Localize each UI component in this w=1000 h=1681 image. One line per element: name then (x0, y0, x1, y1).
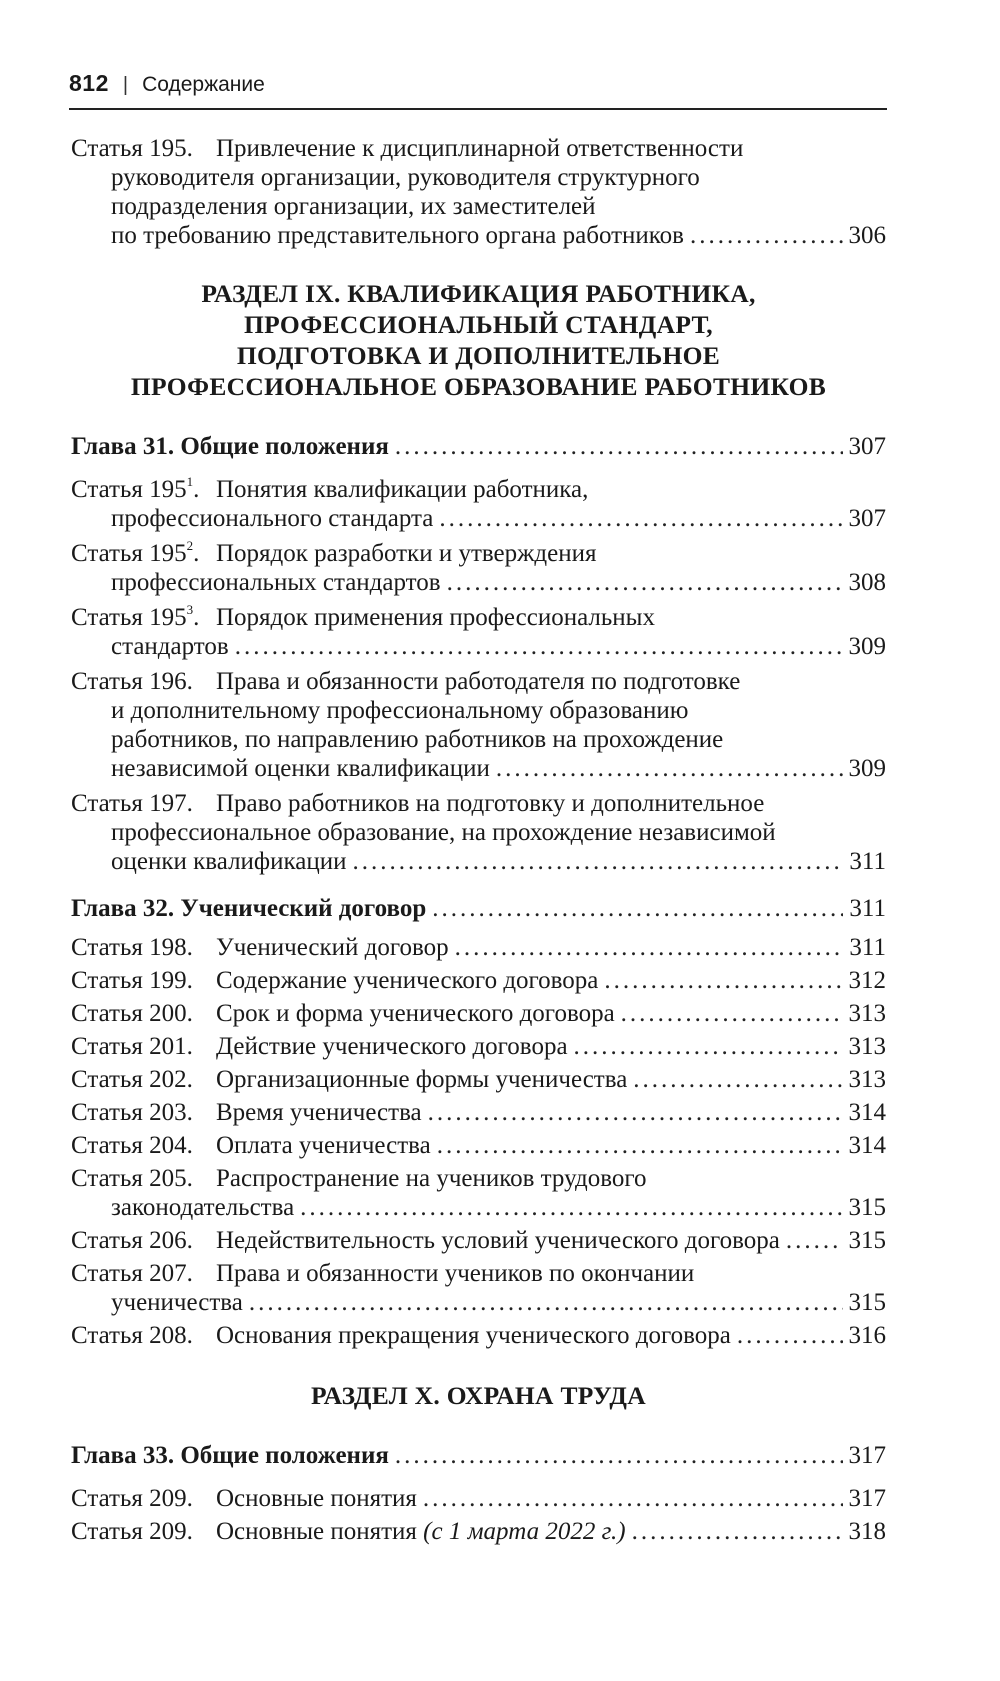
toc-entry-article-195-2[interactable] (71, 539, 886, 568)
page-ref: 317 (848, 1485, 886, 1512)
entry-line: Содержание ученического договора (216, 967, 599, 994)
entry-text (216, 667, 886, 696)
toc-entry-article-208[interactable] (71, 1321, 886, 1350)
entry-line (216, 1517, 626, 1546)
leader-dots (447, 568, 843, 597)
toc-entry-article-198[interactable] (71, 933, 886, 962)
page-number: 812 (69, 70, 109, 96)
toc-entry-article-207[interactable] (71, 1259, 886, 1288)
leader-dots (432, 894, 843, 923)
entry-last-line (71, 1441, 886, 1470)
leader-dots (428, 1098, 843, 1127)
section-heading-line: ПРОФЕССИОНАЛЬНОЕ ОБРАЗОВАНИЕ РАБОТНИКОВ (130, 372, 827, 401)
leader-dots (632, 1517, 843, 1546)
page-ref: 306 (848, 222, 886, 249)
article-197-continuation (111, 818, 886, 876)
leader-dots (437, 1131, 843, 1160)
leader-dots (353, 847, 844, 876)
entry-last-line (216, 1032, 886, 1061)
article-195-3-continuation (111, 632, 886, 661)
page-ref: 307 (848, 433, 886, 460)
entry-last-line (216, 1517, 886, 1546)
page-ref: 308 (848, 569, 886, 596)
page-ref: 316 (848, 1322, 886, 1349)
entry-line: Права и обязанности работодателя по подготовке (216, 668, 741, 695)
page-ref: 307 (848, 505, 886, 532)
toc-entry-article-195-1[interactable] (71, 475, 886, 504)
entry-text (216, 1164, 886, 1193)
entry-line: независимой оценки квалификации (111, 755, 490, 782)
leader-dots (737, 1321, 843, 1350)
entry-last-line (111, 632, 886, 661)
toc-entry-article-195-3[interactable] (71, 603, 886, 632)
entry-text (216, 134, 886, 163)
leader-dots (690, 221, 843, 250)
entry-line: Организационные формы ученичества (216, 1066, 628, 1093)
entry-line: профессиональное образование, на прохождение независимой (111, 819, 776, 846)
toc-entry-chapter-33[interactable] (71, 1441, 886, 1470)
entry-line: Право работников на подготовку и дополнительное (216, 790, 765, 817)
leader-dots (439, 504, 842, 533)
entry-text (216, 603, 886, 632)
entry-line: подразделения организации, их заместителей (111, 193, 596, 220)
entry-line: Порядок применения профессиональных (216, 604, 655, 631)
entry-last-line (216, 1098, 886, 1127)
chapter-title: Глава 33. Общие положения (71, 1442, 389, 1469)
toc-entry-article-199[interactable] (71, 966, 886, 995)
entry-label: Статья 197. (71, 790, 193, 817)
toc-entry-article-202[interactable] (71, 1065, 886, 1094)
entry-label: Статья 205. (71, 1165, 193, 1192)
entry-text-plain: Основные понятия (216, 1518, 417, 1545)
leader-dots (423, 1484, 843, 1513)
entry-line: Права и обязанности учеников по окончании (216, 1260, 695, 1287)
entry-line: профессиональных стандартов (111, 569, 441, 596)
entry-line: Срок и форма ученического договора (216, 1000, 615, 1027)
entry-text (216, 475, 886, 504)
article-195-2-continuation (111, 568, 886, 597)
entry-line: Действие ученического договора (216, 1033, 568, 1060)
section-heading-line: РАЗДЕЛ X. ОХРАНА ТРУДА (310, 1381, 646, 1410)
toc-entry-chapter-31[interactable] (71, 432, 886, 461)
leader-dots (235, 632, 843, 661)
section-heading-line: ПОДГОТОВКА И ДОПОЛНИТЕЛЬНОЕ (236, 341, 721, 370)
entry-label: Статья 209. (71, 1485, 193, 1512)
entry-label: Статья 202. (71, 1066, 193, 1093)
entry-last-line (216, 1131, 886, 1160)
entry-label: Статья 198. (71, 934, 193, 961)
toc-entry-article-204[interactable] (71, 1131, 886, 1160)
entry-line: законодательства (111, 1194, 295, 1221)
entry-last-line (111, 847, 886, 876)
toc-entry-article-197[interactable] (71, 789, 886, 818)
entry-label: Статья $195^3$. (71, 601, 200, 631)
entry-label: Статья 200. (71, 1000, 193, 1027)
entry-label: Статья 195. (71, 135, 193, 162)
entry-last-line (216, 1065, 886, 1094)
entry-last-line (111, 1288, 886, 1317)
chapter-title: Глава 32. Ученический договор (71, 895, 427, 922)
entry-label: Статья 207. (71, 1260, 193, 1287)
entry-label: Статья 204. (71, 1132, 193, 1159)
toc-entry-article-200[interactable] (71, 999, 886, 1028)
page-ref: 315 (848, 1227, 886, 1254)
entry-last-line (111, 754, 886, 783)
leader-dots (300, 1193, 842, 1222)
entry-line: руководителя организации, руководителя структурного (111, 164, 700, 191)
page-ref: 314 (848, 1099, 886, 1126)
article-195-continuation (111, 163, 886, 250)
toc-entry-article-206[interactable] (71, 1226, 886, 1255)
leader-dots (249, 1288, 843, 1317)
page-ref: 313 (848, 1000, 886, 1027)
page-ref: 309 (848, 755, 886, 782)
entry-line: оценки квалификации (111, 848, 347, 875)
page-ref: 313 (848, 1033, 886, 1060)
toc-entry-article-209-from-2022[interactable] (71, 1517, 886, 1546)
toc-entry-article-209[interactable] (71, 1484, 886, 1513)
leader-dots (621, 999, 843, 1028)
page-ref: 312 (848, 967, 886, 994)
page-ref: 311 (849, 895, 886, 922)
entry-line: Недействительность условий ученического договора (216, 1227, 780, 1254)
page-ref: 314 (848, 1132, 886, 1159)
leader-dots (395, 1441, 843, 1470)
page-ref: 317 (848, 1442, 886, 1469)
toc-entry-article-195[interactable] (71, 134, 886, 163)
article-196-continuation (111, 696, 886, 783)
article-207-continuation (111, 1288, 886, 1317)
article-205-continuation (111, 1193, 886, 1222)
entry-last-line (216, 1484, 886, 1513)
toc-entry-article-201[interactable] (71, 1032, 886, 1061)
entry-line: Ученический договор (216, 934, 449, 961)
page-ref: 315 (848, 1289, 886, 1316)
entry-line: Распространение на учеников трудового (216, 1165, 647, 1192)
entry-label: Статья $195^1$. (71, 473, 200, 503)
entry-line: по требованию представительного органа работников (111, 222, 684, 249)
entry-last-line (111, 568, 886, 597)
entry-last-line (111, 221, 886, 250)
leader-dots (604, 966, 842, 995)
entry-line: Привлечение к дисциплинарной ответственности (216, 135, 744, 162)
toc-entry-article-205[interactable] (71, 1164, 886, 1193)
entry-text (216, 789, 886, 818)
entry-line: Основные понятия (216, 1485, 417, 1512)
leader-dots (574, 1032, 843, 1061)
entry-last-line (216, 933, 886, 962)
entry-label: Статья 201. (71, 1033, 193, 1060)
entry-label: Статья 208. (71, 1322, 193, 1349)
entry-line: Оплата ученичества (216, 1132, 431, 1159)
header-rule (69, 108, 887, 110)
entry-text (216, 539, 886, 568)
entry-line: стандартов (111, 633, 229, 660)
section-heading-line: ПРОФЕССИОНАЛЬНЫЙ СТАНДАРТ, (244, 310, 713, 339)
entry-line: Порядок разработки и утверждения (216, 540, 597, 567)
entry-last-line (111, 1193, 886, 1222)
entry-line: Основания прекращения ученического договора (216, 1322, 731, 1349)
entry-line: работников, по направлению работников на прохождение (111, 726, 724, 753)
effective-date-note: (с 1 марта 2022 г.) (423, 1518, 626, 1545)
entry-text (216, 1259, 886, 1288)
page-ref: 311 (849, 848, 886, 875)
entry-line: Время ученичества (216, 1099, 422, 1126)
leader-dots (496, 754, 843, 783)
section-heading-line: РАЗДЕЛ IX. КВАЛИФИКАЦИЯ РАБОТНИКА, (201, 279, 756, 308)
entry-last-line (216, 999, 886, 1028)
toc-entry-article-203[interactable] (71, 1098, 886, 1127)
entry-line: Понятия квалификации работника, (216, 476, 589, 503)
entry-line: профессионального стандарта (111, 505, 434, 532)
page-ref: 309 (848, 633, 886, 660)
entry-line: и дополнительному профессиональному образованию (111, 697, 689, 724)
section-heading-x (71, 1380, 886, 1411)
page-ref: 311 (849, 934, 886, 961)
entry-last-line (111, 504, 886, 533)
entry-last-line (71, 894, 886, 923)
entry-label: Статья 196. (71, 668, 193, 695)
section-heading-ix (71, 278, 886, 402)
entry-last-line (216, 1321, 886, 1350)
page-ref: 313 (848, 1066, 886, 1093)
entry-last-line (71, 432, 886, 461)
entry-label: Статья 199. (71, 967, 193, 994)
running-header (69, 70, 889, 97)
leader-dots (395, 432, 843, 461)
entry-line: ученичества (111, 1289, 243, 1316)
article-195-1-continuation (111, 504, 886, 533)
entry-last-line (216, 1226, 886, 1255)
page-ref: 315 (848, 1194, 886, 1221)
leader-dots (633, 1065, 842, 1094)
toc-entry-article-196[interactable] (71, 667, 886, 696)
page-ref: 318 (848, 1518, 886, 1545)
entry-label: Статья 209. (71, 1518, 193, 1545)
entry-label: Статья 203. (71, 1099, 193, 1126)
chapter-title: Глава 31. Общие положения (71, 433, 389, 460)
table-of-contents (71, 134, 886, 1550)
entry-label: Статья $195^2$. (71, 537, 200, 567)
header-separator: | (122, 74, 129, 96)
leader-dots (455, 933, 844, 962)
header-title: Содержание (142, 73, 265, 96)
leader-dots (786, 1226, 843, 1255)
toc-entry-chapter-32[interactable] (71, 894, 886, 923)
entry-last-line (216, 966, 886, 995)
entry-label: Статья 206. (71, 1227, 193, 1254)
